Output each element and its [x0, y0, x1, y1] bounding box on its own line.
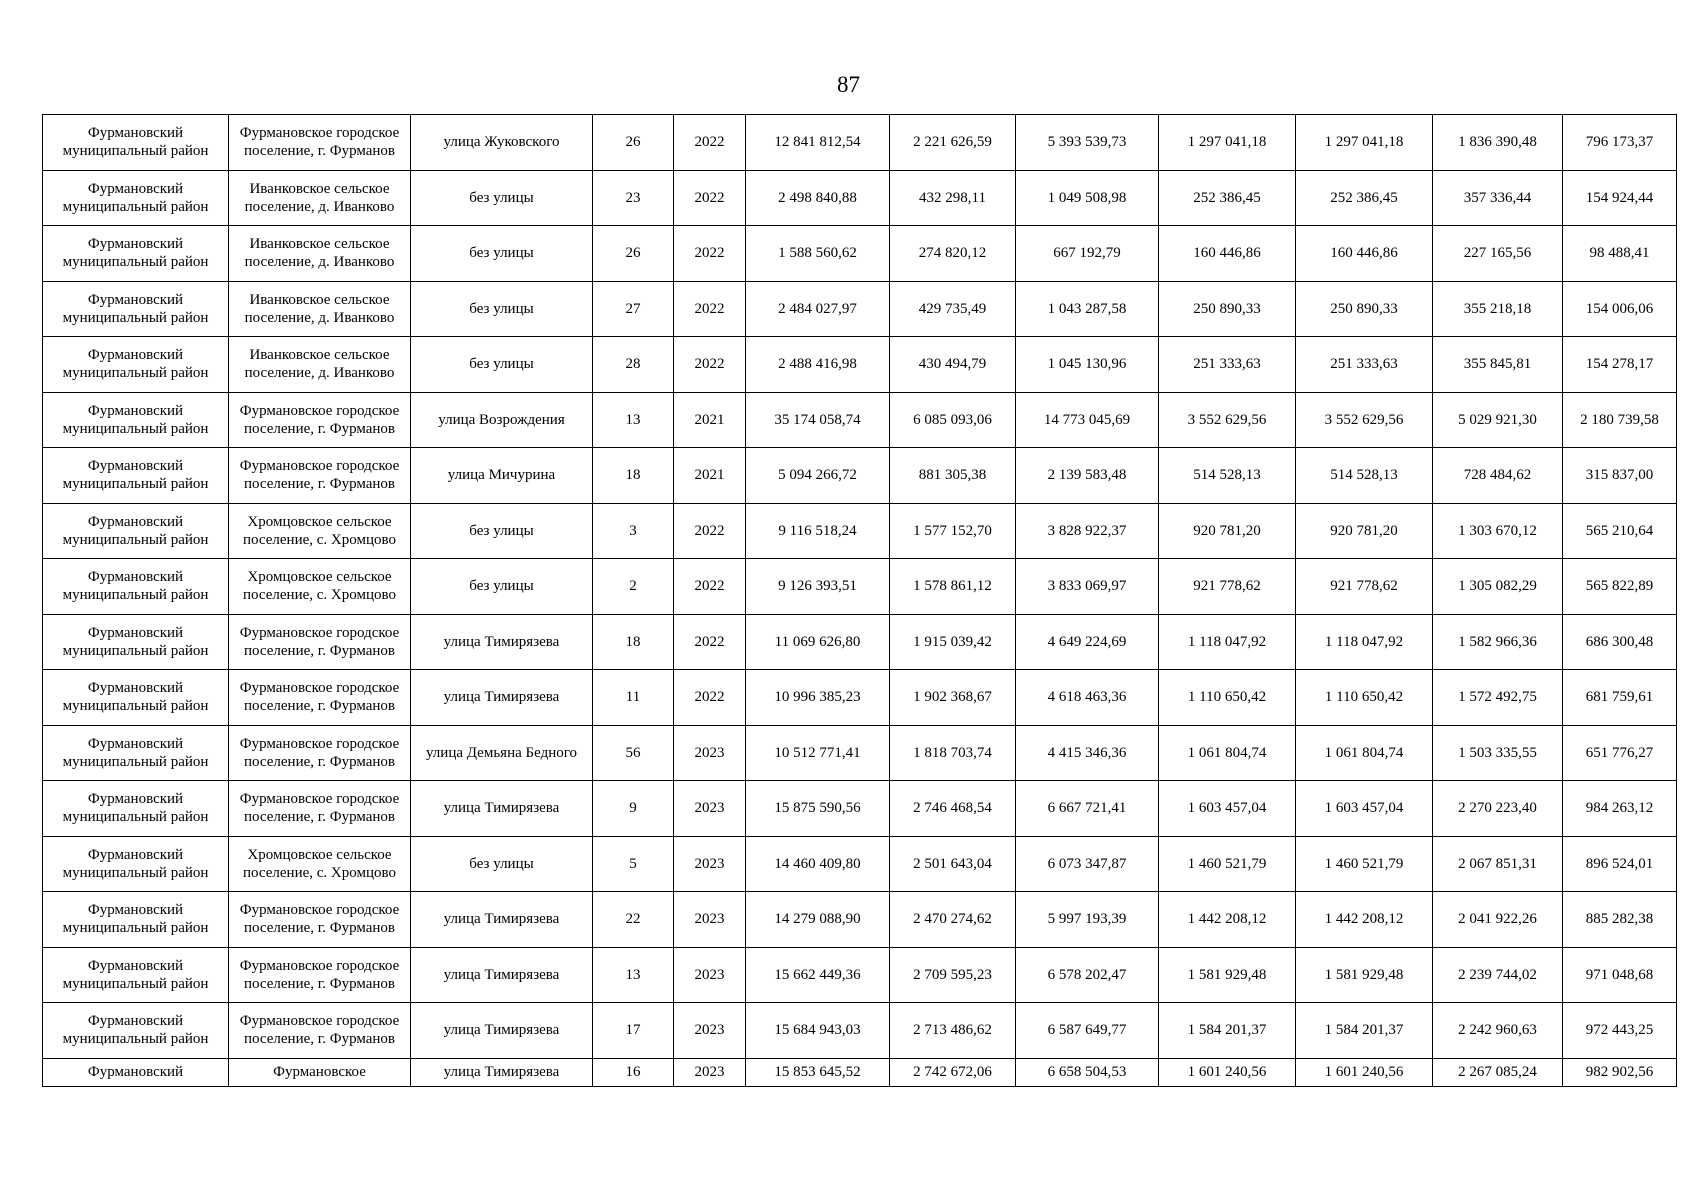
amount-cell-6: 896 524,01: [1563, 836, 1677, 892]
year-cell: 2022: [674, 115, 746, 171]
settlement-cell: Фурмановское городское поселение, г. Фурманов: [229, 392, 411, 448]
amount-cell-5: 355 218,18: [1433, 281, 1563, 337]
amount-cell-1: 1 818 703,74: [890, 725, 1016, 781]
amount-cell-2: 667 192,79: [1016, 226, 1159, 282]
total-cost-cell: 15 853 645,52: [746, 1058, 890, 1087]
amount-cell-3: 1 061 804,74: [1159, 725, 1296, 781]
amount-cell-5: 1 503 335,55: [1433, 725, 1563, 781]
settlement-cell: Иванковское сельское поселение, д. Иванково: [229, 170, 411, 226]
settlement-cell: Хромцовское сельское поселение, с. Хромцово: [229, 559, 411, 615]
amount-cell-4: 160 446,86: [1296, 226, 1433, 282]
year-cell: 2022: [674, 337, 746, 393]
amount-cell-5: 2 067 851,31: [1433, 836, 1563, 892]
house-number-cell: 5: [593, 836, 674, 892]
total-cost-cell: 14 279 088,90: [746, 892, 890, 948]
street-cell: улица Тимирязева: [411, 1003, 593, 1059]
amount-cell-1: 429 735,49: [890, 281, 1016, 337]
amount-cell-2: 3 828 922,37: [1016, 503, 1159, 559]
settlement-cell: Фурмановское городское поселение, г. Фурманов: [229, 448, 411, 504]
amount-cell-1: 1 577 152,70: [890, 503, 1016, 559]
year-cell: 2023: [674, 836, 746, 892]
street-cell: без улицы: [411, 281, 593, 337]
amount-cell-1: 6 085 093,06: [890, 392, 1016, 448]
house-number-cell: 11: [593, 670, 674, 726]
district-cell: Фурмановский муниципальный район: [43, 892, 229, 948]
house-number-cell: 18: [593, 448, 674, 504]
table-row: [43, 559, 1677, 615]
district-cell: Фурмановский муниципальный район: [43, 781, 229, 837]
amount-cell-2: 1 045 130,96: [1016, 337, 1159, 393]
amount-cell-1: 274 820,12: [890, 226, 1016, 282]
amount-cell-1: 2 746 468,54: [890, 781, 1016, 837]
street-cell: улица Возрождения: [411, 392, 593, 448]
amount-cell-4: 250 890,33: [1296, 281, 1433, 337]
table-row: [43, 226, 1677, 282]
amount-cell-3: 1 297 041,18: [1159, 115, 1296, 171]
year-cell: 2022: [674, 281, 746, 337]
district-cell: Фурмановский муниципальный район: [43, 836, 229, 892]
district-cell: Фурмановский муниципальный район: [43, 448, 229, 504]
table-row: [43, 892, 1677, 948]
house-number-cell: 13: [593, 947, 674, 1003]
street-cell: без улицы: [411, 226, 593, 282]
district-cell: Фурмановский муниципальный район: [43, 337, 229, 393]
district-cell: Фурмановский муниципальный район: [43, 670, 229, 726]
table-row: [43, 781, 1677, 837]
house-number-cell: 23: [593, 170, 674, 226]
amount-cell-3: 3 552 629,56: [1159, 392, 1296, 448]
amount-cell-6: 681 759,61: [1563, 670, 1677, 726]
table-row: [43, 281, 1677, 337]
amount-cell-5: 1 303 670,12: [1433, 503, 1563, 559]
year-cell: 2021: [674, 392, 746, 448]
amount-cell-6: 98 488,41: [1563, 226, 1677, 282]
total-cost-cell: 5 094 266,72: [746, 448, 890, 504]
amount-cell-5: 1 305 082,29: [1433, 559, 1563, 615]
district-cell: Фурмановский муниципальный район: [43, 947, 229, 1003]
street-cell: улица Тимирязева: [411, 947, 593, 1003]
settlement-cell: Фурмановское городское поселение, г. Фурманов: [229, 725, 411, 781]
table-row: [43, 947, 1677, 1003]
amount-cell-5: 2 242 960,63: [1433, 1003, 1563, 1059]
house-number-cell: 3: [593, 503, 674, 559]
table-row: [43, 725, 1677, 781]
settlement-cell: Фурмановское городское поселение, г. Фурманов: [229, 892, 411, 948]
settlement-cell: Иванковское сельское поселение, д. Иванково: [229, 337, 411, 393]
amount-cell-6: 154 278,17: [1563, 337, 1677, 393]
street-cell: улица Мичурина: [411, 448, 593, 504]
amount-cell-2: 6 578 202,47: [1016, 947, 1159, 1003]
amount-cell-1: 1 902 368,67: [890, 670, 1016, 726]
year-cell: 2023: [674, 1058, 746, 1087]
amount-cell-3: 252 386,45: [1159, 170, 1296, 226]
street-cell: улица Жуковского: [411, 115, 593, 171]
amount-cell-6: 885 282,38: [1563, 892, 1677, 948]
total-cost-cell: 35 174 058,74: [746, 392, 890, 448]
house-number-cell: 56: [593, 725, 674, 781]
table-row: [43, 1003, 1677, 1059]
amount-cell-1: 430 494,79: [890, 337, 1016, 393]
year-cell: 2023: [674, 1003, 746, 1059]
street-cell: улица Тимирязева: [411, 614, 593, 670]
amount-cell-5: 1 582 966,36: [1433, 614, 1563, 670]
amount-cell-4: 3 552 629,56: [1296, 392, 1433, 448]
amount-cell-6: 154 924,44: [1563, 170, 1677, 226]
amount-cell-3: 921 778,62: [1159, 559, 1296, 615]
district-cell: Фурмановский муниципальный район: [43, 614, 229, 670]
page-number: 87: [837, 72, 860, 97]
street-cell: улица Демьяна Бедного: [411, 725, 593, 781]
table-row: [43, 836, 1677, 892]
district-cell: Фурмановский муниципальный район: [43, 392, 229, 448]
housing-data-table: [42, 114, 1677, 1087]
amount-cell-3: 1 442 208,12: [1159, 892, 1296, 948]
year-cell: 2022: [674, 170, 746, 226]
table-row: [43, 337, 1677, 393]
table-row: [43, 1058, 1677, 1087]
amount-cell-4: 1 584 201,37: [1296, 1003, 1433, 1059]
settlement-cell: Фурмановское: [229, 1058, 411, 1087]
house-number-cell: 13: [593, 392, 674, 448]
amount-cell-4: 514 528,13: [1296, 448, 1433, 504]
house-number-cell: 18: [593, 614, 674, 670]
total-cost-cell: 15 875 590,56: [746, 781, 890, 837]
settlement-cell: Фурмановское городское поселение, г. Фурманов: [229, 115, 411, 171]
table-row: [43, 115, 1677, 171]
amount-cell-4: 920 781,20: [1296, 503, 1433, 559]
table-row: [43, 614, 1677, 670]
amount-cell-3: 920 781,20: [1159, 503, 1296, 559]
amount-cell-1: 2 221 626,59: [890, 115, 1016, 171]
table-row: [43, 392, 1677, 448]
amount-cell-1: 2 501 643,04: [890, 836, 1016, 892]
amount-cell-5: 357 336,44: [1433, 170, 1563, 226]
table-row: [43, 170, 1677, 226]
amount-cell-4: 1 442 208,12: [1296, 892, 1433, 948]
amount-cell-1: 432 298,11: [890, 170, 1016, 226]
settlement-cell: Фурмановское городское поселение, г. Фурманов: [229, 670, 411, 726]
district-cell: Фурмановский муниципальный район: [43, 503, 229, 559]
street-cell: улица Тимирязева: [411, 892, 593, 948]
amount-cell-3: 514 528,13: [1159, 448, 1296, 504]
amount-cell-4: 1 110 650,42: [1296, 670, 1433, 726]
house-number-cell: 28: [593, 337, 674, 393]
total-cost-cell: 2 484 027,97: [746, 281, 890, 337]
street-cell: без улицы: [411, 337, 593, 393]
amount-cell-2: 6 073 347,87: [1016, 836, 1159, 892]
amount-cell-1: 2 742 672,06: [890, 1058, 1016, 1087]
house-number-cell: 9: [593, 781, 674, 837]
amount-cell-2: 6 587 649,77: [1016, 1003, 1159, 1059]
amount-cell-6: 796 173,37: [1563, 115, 1677, 171]
amount-cell-2: 6 658 504,53: [1016, 1058, 1159, 1087]
table-body: [43, 115, 1677, 1087]
street-cell: улица Тимирязева: [411, 670, 593, 726]
amount-cell-6: 565 822,89: [1563, 559, 1677, 615]
table-row: [43, 503, 1677, 559]
amount-cell-5: 728 484,62: [1433, 448, 1563, 504]
amount-cell-3: 1 118 047,92: [1159, 614, 1296, 670]
amount-cell-4: 1 603 457,04: [1296, 781, 1433, 837]
year-cell: 2022: [674, 670, 746, 726]
amount-cell-2: 14 773 045,69: [1016, 392, 1159, 448]
amount-cell-3: 1 601 240,56: [1159, 1058, 1296, 1087]
settlement-cell: Фурмановское городское поселение, г. Фурманов: [229, 614, 411, 670]
amount-cell-3: 250 890,33: [1159, 281, 1296, 337]
house-number-cell: 27: [593, 281, 674, 337]
amount-cell-4: 1 601 240,56: [1296, 1058, 1433, 1087]
amount-cell-6: 2 180 739,58: [1563, 392, 1677, 448]
amount-cell-2: 4 649 224,69: [1016, 614, 1159, 670]
year-cell: 2022: [674, 503, 746, 559]
district-cell: Фурмановский муниципальный район: [43, 1003, 229, 1059]
total-cost-cell: 1 588 560,62: [746, 226, 890, 282]
year-cell: 2022: [674, 559, 746, 615]
amount-cell-6: 984 263,12: [1563, 781, 1677, 837]
street-cell: без улицы: [411, 170, 593, 226]
district-cell: Фурмановский муниципальный район: [43, 281, 229, 337]
amount-cell-6: 982 902,56: [1563, 1058, 1677, 1087]
house-number-cell: 26: [593, 226, 674, 282]
amount-cell-6: 315 837,00: [1563, 448, 1677, 504]
settlement-cell: Фурмановское городское поселение, г. Фурманов: [229, 1003, 411, 1059]
amount-cell-6: 686 300,48: [1563, 614, 1677, 670]
settlement-cell: Хромцовское сельское поселение, с. Хромцово: [229, 503, 411, 559]
amount-cell-4: 1 061 804,74: [1296, 725, 1433, 781]
total-cost-cell: 15 662 449,36: [746, 947, 890, 1003]
amount-cell-5: 355 845,81: [1433, 337, 1563, 393]
amount-cell-1: 881 305,38: [890, 448, 1016, 504]
district-cell: Фурмановский муниципальный район: [43, 725, 229, 781]
total-cost-cell: 9 116 518,24: [746, 503, 890, 559]
total-cost-cell: 15 684 943,03: [746, 1003, 890, 1059]
amount-cell-4: 1 118 047,92: [1296, 614, 1433, 670]
amount-cell-3: 1 460 521,79: [1159, 836, 1296, 892]
district-cell: Фурмановский муниципальный район: [43, 226, 229, 282]
table-row: [43, 448, 1677, 504]
settlement-cell: Фурмановское городское поселение, г. Фурманов: [229, 947, 411, 1003]
amount-cell-2: 5 997 193,39: [1016, 892, 1159, 948]
year-cell: 2022: [674, 614, 746, 670]
amount-cell-2: 1 049 508,98: [1016, 170, 1159, 226]
house-number-cell: 16: [593, 1058, 674, 1087]
settlement-cell: Иванковское сельское поселение, д. Иванково: [229, 226, 411, 282]
year-cell: 2023: [674, 725, 746, 781]
amount-cell-1: 2 470 274,62: [890, 892, 1016, 948]
house-number-cell: 26: [593, 115, 674, 171]
street-cell: без улицы: [411, 503, 593, 559]
amount-cell-3: 1 581 929,48: [1159, 947, 1296, 1003]
year-cell: 2021: [674, 448, 746, 504]
amount-cell-4: 252 386,45: [1296, 170, 1433, 226]
district-cell: Фурмановский муниципальный район: [43, 170, 229, 226]
house-number-cell: 17: [593, 1003, 674, 1059]
year-cell: 2023: [674, 781, 746, 837]
amount-cell-3: 1 603 457,04: [1159, 781, 1296, 837]
total-cost-cell: 10 512 771,41: [746, 725, 890, 781]
amount-cell-2: 4 618 463,36: [1016, 670, 1159, 726]
house-number-cell: 22: [593, 892, 674, 948]
amount-cell-3: 1 110 650,42: [1159, 670, 1296, 726]
amount-cell-6: 565 210,64: [1563, 503, 1677, 559]
amount-cell-2: 5 393 539,73: [1016, 115, 1159, 171]
amount-cell-1: 1 578 861,12: [890, 559, 1016, 615]
amount-cell-6: 651 776,27: [1563, 725, 1677, 781]
amount-cell-5: 1 836 390,48: [1433, 115, 1563, 171]
amount-cell-3: 251 333,63: [1159, 337, 1296, 393]
total-cost-cell: 12 841 812,54: [746, 115, 890, 171]
amount-cell-1: 1 915 039,42: [890, 614, 1016, 670]
amount-cell-2: 1 043 287,58: [1016, 281, 1159, 337]
total-cost-cell: 2 498 840,88: [746, 170, 890, 226]
amount-cell-4: 921 778,62: [1296, 559, 1433, 615]
settlement-cell: Фурмановское городское поселение, г. Фурманов: [229, 781, 411, 837]
amount-cell-4: 251 333,63: [1296, 337, 1433, 393]
amount-cell-6: 972 443,25: [1563, 1003, 1677, 1059]
amount-cell-2: 2 139 583,48: [1016, 448, 1159, 504]
amount-cell-5: 2 239 744,02: [1433, 947, 1563, 1003]
amount-cell-4: 1 297 041,18: [1296, 115, 1433, 171]
settlement-cell: Хромцовское сельское поселение, с. Хромцово: [229, 836, 411, 892]
street-cell: улица Тимирязева: [411, 781, 593, 837]
total-cost-cell: 10 996 385,23: [746, 670, 890, 726]
amount-cell-4: 1 460 521,79: [1296, 836, 1433, 892]
amount-cell-6: 154 006,06: [1563, 281, 1677, 337]
total-cost-cell: 2 488 416,98: [746, 337, 890, 393]
district-cell: Фурмановский муниципальный район: [43, 115, 229, 171]
year-cell: 2023: [674, 947, 746, 1003]
total-cost-cell: 9 126 393,51: [746, 559, 890, 615]
amount-cell-2: 3 833 069,97: [1016, 559, 1159, 615]
amount-cell-4: 1 581 929,48: [1296, 947, 1433, 1003]
amount-cell-1: 2 709 595,23: [890, 947, 1016, 1003]
house-number-cell: 2: [593, 559, 674, 615]
amount-cell-2: 6 667 721,41: [1016, 781, 1159, 837]
amount-cell-5: 227 165,56: [1433, 226, 1563, 282]
amount-cell-5: 2 270 223,40: [1433, 781, 1563, 837]
street-cell: без улицы: [411, 836, 593, 892]
district-cell: Фурмановский муниципальный район: [43, 559, 229, 615]
street-cell: улица Тимирязева: [411, 1058, 593, 1087]
table-row: [43, 670, 1677, 726]
amount-cell-5: 1 572 492,75: [1433, 670, 1563, 726]
settlement-cell: Иванковское сельское поселение, д. Иванково: [229, 281, 411, 337]
amount-cell-2: 4 415 346,36: [1016, 725, 1159, 781]
amount-cell-5: 2 041 922,26: [1433, 892, 1563, 948]
district-cell: Фурмановский: [43, 1058, 229, 1087]
year-cell: 2023: [674, 892, 746, 948]
amount-cell-1: 2 713 486,62: [890, 1003, 1016, 1059]
amount-cell-3: 1 584 201,37: [1159, 1003, 1296, 1059]
amount-cell-5: 5 029 921,30: [1433, 392, 1563, 448]
year-cell: 2022: [674, 226, 746, 282]
amount-cell-6: 971 048,68: [1563, 947, 1677, 1003]
street-cell: без улицы: [411, 559, 593, 615]
amount-cell-3: 160 446,86: [1159, 226, 1296, 282]
amount-cell-5: 2 267 085,24: [1433, 1058, 1563, 1087]
total-cost-cell: 11 069 626,80: [746, 614, 890, 670]
total-cost-cell: 14 460 409,80: [746, 836, 890, 892]
